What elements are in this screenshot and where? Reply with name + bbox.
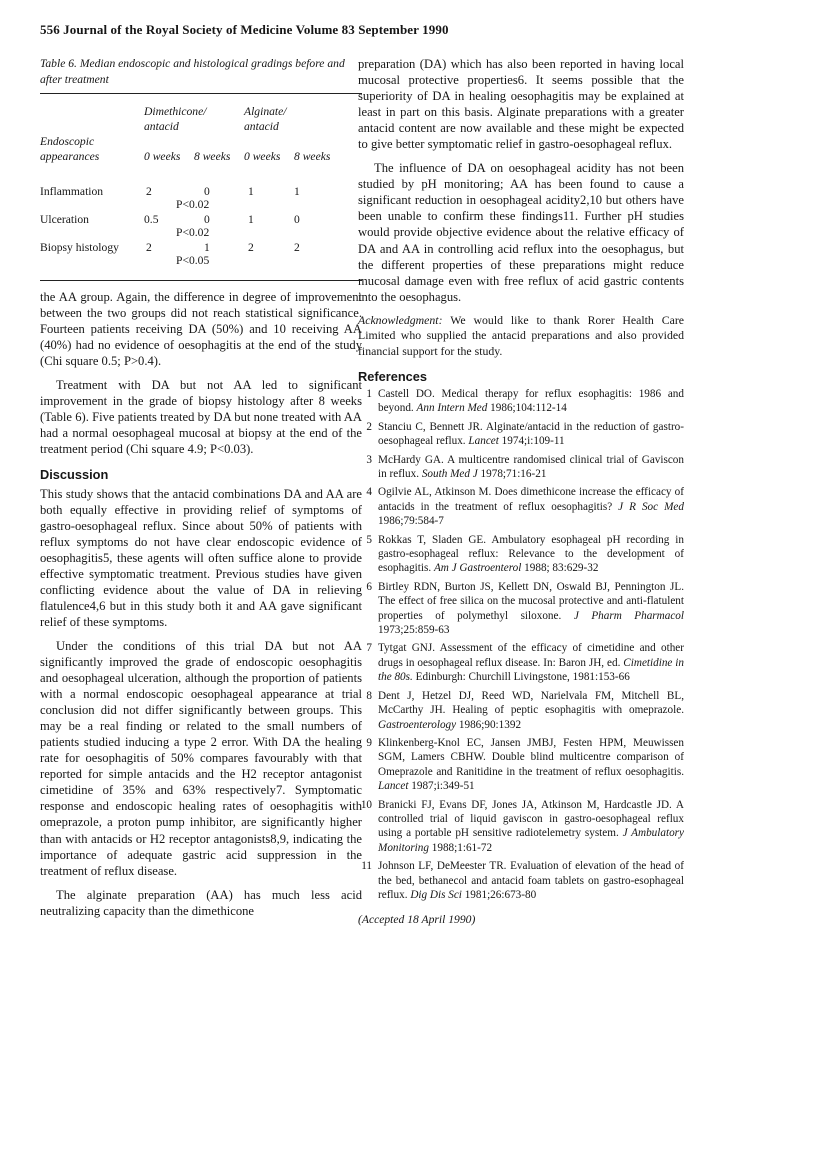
body-paragraph: This study shows that the antacid combinations DA and AA are both equally effective in providing relief of symptoms of gastro-oesophageal reflux. Since about 50% of patients with reflux symptoms do not have clear endoscopic evidence of oesophagitis5, these agents will often suffice alone to provide effective symptomatic treatment. Previous studies have given conflicting evidence about the value of DA in relieving flatulence4,6 but in this study both it and AA gave significant relief of these symptoms.	[40, 486, 362, 629]
left-column	[40, 56, 362, 919]
col-header-dm-0: 0 weeks	[144, 150, 181, 163]
reference-item: 2 Stanciu C, Bennett JR. Alginate/antacid in the reduction of gastro-oesophageal reflux. Lancet 1974;i:109-11	[366, 420, 684, 448]
cell-value: 0	[294, 213, 300, 226]
section-heading-references: References	[358, 368, 428, 384]
cell-value: 0	[204, 185, 210, 198]
cell-value: 1	[294, 185, 300, 198]
reference-item: 3 McHardy GA. A multicentre randomised clinical trial of Gaviscon in reflux. South Med J 1978;71:16-21	[366, 453, 684, 480]
p-value: P<0.02	[176, 198, 210, 211]
reference-item: 10 Branicki FJ, Evans DF, Jones JA, Atkinson M, Hardcastle JD. A controlled trial of liquid gaviscon in gastro-oesophageal reflux using a portable pH sensitive radiotelemetry system. J Ambulatory Monitoring 1988;1:61-72	[360, 798, 684, 854]
reference-item: 4 Ogilvie AL, Atkinson M. Does dimethicone increase the efficacy of antacids in the treatment of reflux oesophagitis? J R Soc Med 1986;79:584-7	[366, 486, 684, 528]
reference-item: 11 Johnson LF, DeMeester TR. Evaluation of elevation of the head of the bed, bethanecol and antacid foam tablets on gastro-esophageal reflux. Dig Dis Sci 1981;26:673-80	[361, 860, 684, 901]
table-caption: Table 6. Median endoscopic and histological gradings before and after treatment	[40, 57, 345, 86]
reference-list	[358, 387, 684, 902]
reference-item: 5 Rokkas T, Sladen GE. Ambulatory esophageal pH recording in gastro-esophageal reflux: Relevance to the development of esophagitis. Am J Gastroenterol 1988; 83:629-32	[366, 533, 684, 575]
cell-value: 0	[204, 213, 210, 226]
cell-value: 2	[146, 185, 152, 198]
col-header-dm-8: 8 weeks	[194, 150, 231, 163]
cell-value: 2	[248, 241, 254, 254]
cell-value: 2	[146, 241, 152, 254]
row-header-l1: Endoscopic	[40, 135, 95, 148]
cell-value: 1	[204, 241, 210, 254]
body-paragraph: The influence of DA on oesophageal acidity has not been studied by pH monitoring; AA has been found to cause a significant reduction in oesophageal acidity2,10 but others have been unable to confirm these findings11. Further pH studies would provide objective evidence about the relative efficacy of DA and AA in controlling acid reflux into the oesophagus, but the different properties of these preparations might reduce mucosal damage even with free reflux of acid gastric contents into the oesophagus.	[358, 161, 684, 304]
acknowledgment	[358, 313, 684, 359]
body-paragraph: preparation (DA) which has also been reported in having local mucosal protective properties6. It seems possible that the superiority of DA in healing oesophagitis may be explained at least in part on this basis. Alginate preparations with a greater antacid content are now available and these might be expected to give better symptomatic relief in gastro-oesophageal reflux.	[358, 57, 684, 152]
section-heading-discussion: Discussion	[40, 467, 109, 483]
group-dimethicone-l1: Dimethicone/	[144, 105, 207, 118]
cell-value: 0.5	[144, 213, 159, 226]
accepted-date: (Accepted 18 April 1990)	[358, 913, 476, 927]
col-header-al-8: 8 weeks	[294, 150, 331, 163]
row-label: Inflammation	[40, 185, 104, 198]
group-dimethicone-l2: antacid	[144, 120, 179, 133]
reference-item: 7 Tytgat GNJ. Assessment of the efficacy of cimetidine and other drugs in oesophageal reflux disease. In: Baron JH, ed. Cimetidine in the 80s. Edinburgh: Churchill Livingstone, 1981:153-66	[366, 642, 685, 684]
p-value: P<0.05	[176, 254, 210, 267]
reference-item: 1 Castell DO. Medical therapy for reflux esophagitis: 1986 and beyond. Ann Intern Med 1986;104:112-14	[366, 387, 684, 415]
body-paragraph: The alginate preparation (AA) has much less acid neutralizing capacity than the dimethicone	[40, 887, 362, 918]
acknowledgment-label: Acknowledgment:	[358, 312, 443, 327]
results-table	[40, 93, 362, 281]
cell-value: 1	[248, 213, 254, 226]
body-paragraph: Under the conditions of this trial DA but not AA significantly improved the grade of endoscopic oesophagitis and oesophageal ulceration, although the proportion of patients with a normal endoscopic oesophageal appearance at trial conclusion did not differ significantly between groups. This may be a real finding or related to the small numbers of patients studied inducing a type 2 error. With DA the healing rate for oesophagitis of 50% compares favourably with that reported for simple antacids and the H2 receptor antagonist cimetidine of 35% and 63% respectively7. Symptomatic response and endoscopic healing rates of oesophagitis with omeprazole, a proton pump inhibitor, are significantly higher than with antacids or H2 receptor antagonists8,9, indicating the importance of adequate gastric acid suppression in the treatment of reflux disease.	[40, 638, 362, 878]
group-alginate-l1: Alginate/	[244, 105, 287, 118]
running-header: 556 Journal of the Royal Society of Medicine Volume 83 September 1990	[40, 22, 449, 37]
row-header-l2: appearances	[40, 150, 100, 163]
p-value: P<0.02	[176, 226, 210, 239]
acknowledgment-text: We would like to thank Rorer Health Care Limited who supplied the antacid preparations and also provided financial support for the study.	[358, 312, 684, 358]
col-header-al-0: 0 weeks	[244, 150, 281, 163]
reference-item: 8 Dent J, Hetzel DJ, Reed WD, Narielvala FM, Mitchell BL, McCarthy JH. Healing of peptic esophagitis with omeprazole. Gastroenterology 1986;90:1392	[366, 689, 684, 731]
cell-value: 2	[294, 241, 300, 254]
right-column	[358, 56, 684, 928]
reference-item: 9 Klinkenberg-Knol EC, Jansen JMBJ, Festen HPM, Meuwissen SGM, Lamers CBHW. Double blind multicentre comparison of Omeprazole and Ranitidine in the treatment of reflux oesophagitis. Lancet 1987;i:349-51	[366, 736, 684, 793]
reference-item: 6 Birtley RDN, Burton JS, Kellett DN, Oswald BJ, Pennington JL. The effect of free silica on the mucosal protective and anti-flatulent properties of polymethyl siloxone. J Pharm Pharmacol 1973;25:859-63	[366, 580, 685, 637]
body-paragraph: the AA group. Again, the difference in degree of improvement between the two groups did not reach statistical significance. Fourteen patients receiving DA (50%) and 10 receiving AA (40%) had no evidence of oesophagitis at the end of the study (Chi square 0.5; P>0.4).	[40, 290, 362, 369]
row-label: Ulceration	[40, 213, 89, 226]
cell-value: 1	[248, 185, 254, 198]
body-paragraph: Treatment with DA but not AA led to significant improvement in the grade of biopsy histology after 8 weeks (Table 6). Five patients treated by DA but none treated with AA had a normal oesophageal mucosal at biopsy at the end of the treatment period (Chi square 4.9; P<0.03).	[40, 378, 362, 457]
row-label: Biopsy histology	[40, 241, 119, 254]
group-alginate-l2: antacid	[244, 120, 279, 133]
